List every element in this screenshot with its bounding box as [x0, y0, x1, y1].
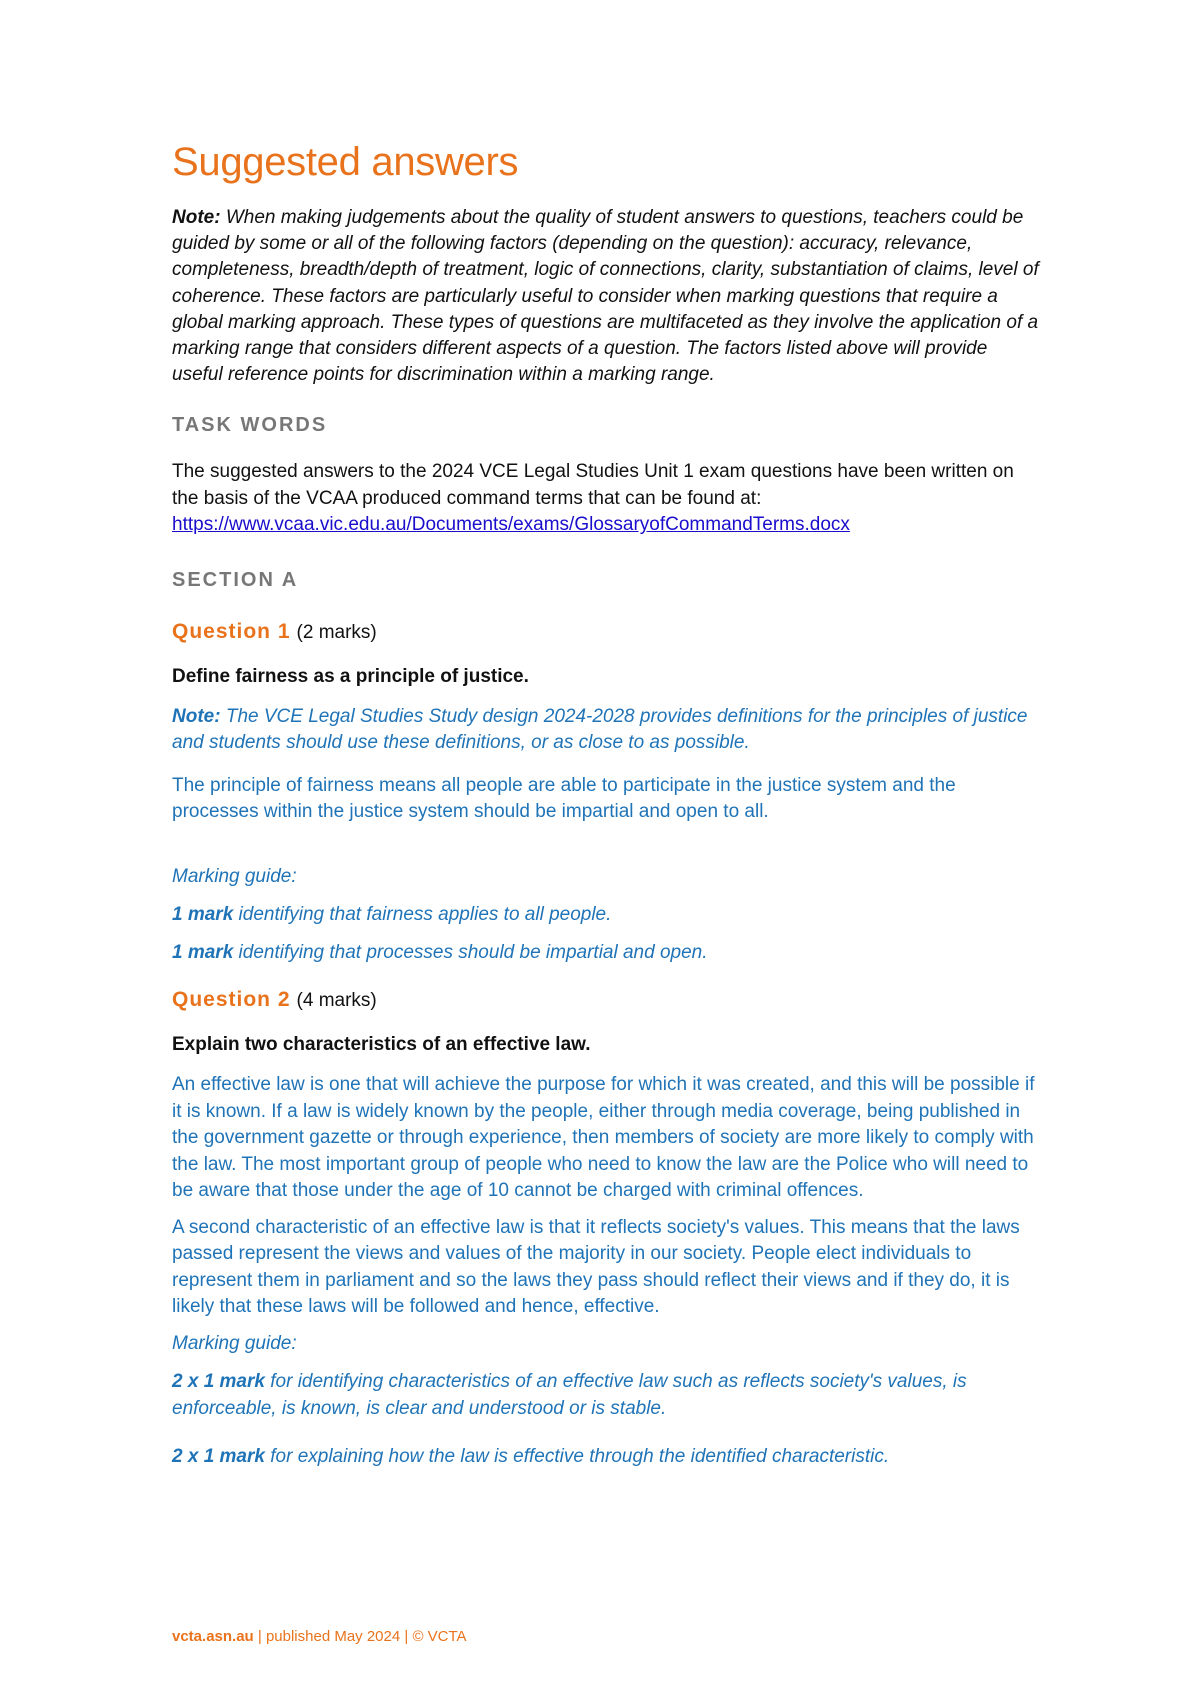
guide-mark: 1 mark: [172, 941, 234, 963]
guide-text: identifying that processes should be impartial and open.: [233, 941, 708, 963]
guide-mark: 2 x 1 mark: [172, 1371, 265, 1393]
question-1-note-text: The VCE Legal Studies Study design 2024-2028 provides definitions for the principles of justice and students should use these definitions, or as close to as possible.: [172, 705, 1028, 754]
guide-mark: 2 x 1 mark: [172, 1446, 265, 1468]
question-2-guide-item: [172, 1369, 1042, 1422]
question-1-label: Question 1: [172, 619, 291, 643]
guide-text: for explaining how the law is effective through the identified characteristic.: [264, 1446, 890, 1468]
question-1-note: [172, 704, 1042, 757]
question-2-answer-1: An effective law is one that will achieve the purpose for which it was created, and this will be possible if it is known. If a law is widely known by the people, either through media coverage, being published in the government gazette or through experience, then members of society are more likely to comply with the law. The most important group of people who need to know the law are the Police who will need to be aware that those under the age of 10 cannot be charged with criminal offences.: [172, 1074, 1035, 1202]
footer-site[interactable]: vcta.asn.au: [172, 1628, 254, 1645]
question-1-header: [172, 620, 1042, 644]
section-a-heading: SECTION A: [172, 568, 299, 591]
question-2-guide-heading: Marking guide:: [172, 1332, 297, 1354]
guide-text: identifying that fairness applies to all people.: [233, 904, 612, 926]
note-label: Note:: [172, 207, 221, 228]
question-1-prompt: Define fairness as a principle of justice.: [172, 665, 529, 687]
question-2-header: [172, 988, 1042, 1012]
marking-note: [172, 205, 1042, 388]
task-words-text: The suggested answers to the 2024 VCE Legal Studies Unit 1 exam questions have been written on the basis of the VCAA produced command terms that can be found at:: [172, 461, 1014, 509]
question-2-answer-2: A second characteristic of an effective law is that it reflects society's values. This means that the laws passed represent the views and values of the majority in our society. People elect individuals to represent them in parliament and so the laws they pass should reflect their views and if they do, it is likely that these laws will be followed and hence, effective.: [172, 1216, 1020, 1318]
page-title: Suggested answers: [172, 140, 519, 184]
guide-mark: 1 mark: [172, 904, 234, 926]
question-1-guide-heading: Marking guide:: [172, 865, 297, 887]
question-2-label: Question 2: [172, 988, 291, 1012]
task-words-heading: TASK WORDS: [172, 414, 328, 437]
footer-text: | published May 2024 | © VCTA: [253, 1628, 467, 1645]
glossary-link[interactable]: https://www.vcaa.vic.edu.au/Documents/exams/GlossaryofCommandTerms.docx: [172, 514, 850, 536]
question-1-guide-item: [172, 940, 1042, 967]
note-text: When making judgements about the quality of student answers to questions, teachers could be guided by some or all of the following factors (depending on the question): accuracy, relevance, completeness, breadth/depth of treatment, logic of connections, clarity, substantiation of claims, level of coherence. These factors are particularly useful to consider when marking questions that require a global marking approach. These types of questions are multifaceted as they involve the application of a marking range that considers different aspects of a question. The factors listed above will provide useful reference points for discrimination within a marking range.: [172, 207, 1039, 386]
question-1-answer: The principle of fairness means all people are able to participate in the justice system and the processes within the justice system should be impartial and open to all.: [172, 774, 956, 823]
document-page: [172, 140, 1042, 1471]
question-1-marks: (2 marks): [296, 621, 377, 643]
page-footer: [172, 1628, 467, 1645]
question-2-guide-item: [172, 1444, 1042, 1471]
question-1-guide-item: [172, 902, 1042, 929]
question-2-prompt: Explain two characteristics of an effective law.: [172, 1034, 591, 1056]
guide-text: for identifying characteristics of an effective law such as reflects society's values, is enforceable, is known, is clear and understood or is stable.: [172, 1371, 967, 1419]
question-2-marks: (4 marks): [296, 990, 377, 1012]
question-1-note-label: Note:: [172, 705, 221, 727]
